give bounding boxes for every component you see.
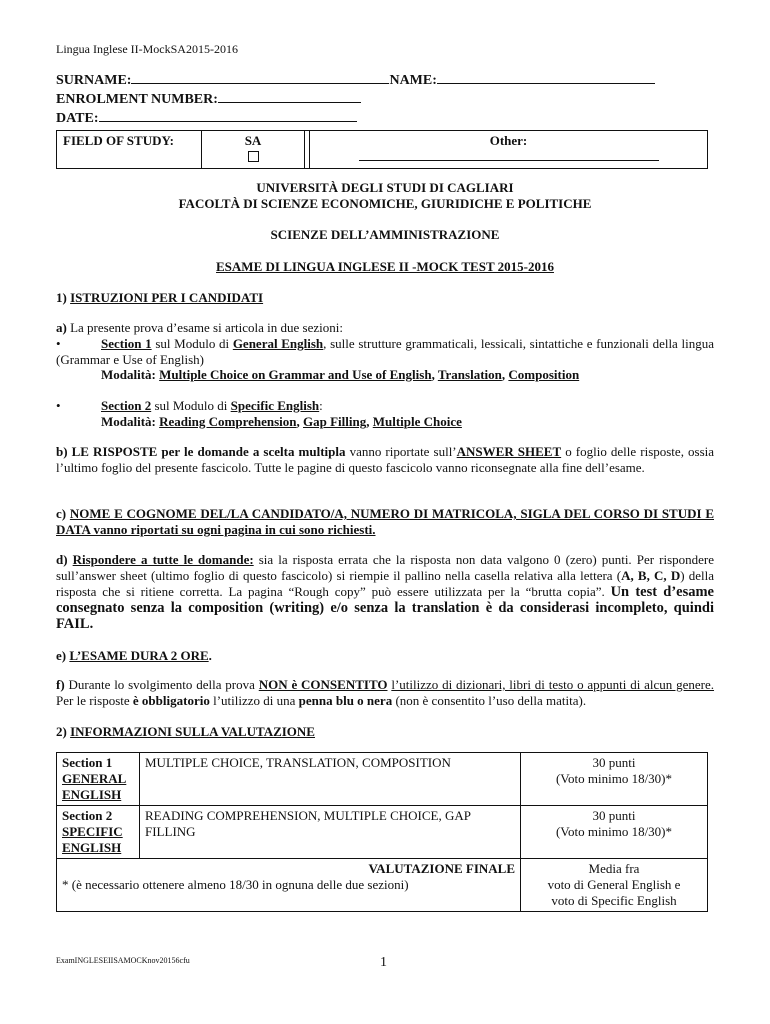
b1-modal-1: Multiple Choice on Grammar and Use of English <box>159 367 432 382</box>
b2-sec: Section 2 <box>101 398 152 413</box>
para-d <box>56 552 714 632</box>
b1-mid: sul Modulo di <box>155 336 230 351</box>
b-t1: vanno riportate sull’ <box>349 444 457 459</box>
final-result-cell <box>521 859 708 912</box>
final-cell <box>57 859 521 912</box>
section1-num: 1) <box>56 290 67 305</box>
name-label: NAME: <box>389 73 437 88</box>
surname-label: SURNAME: <box>56 73 132 88</box>
label-e: e) <box>56 648 67 663</box>
final-r2: voto di General English e <box>547 877 681 892</box>
e-dot: . <box>208 648 212 663</box>
e-text: L’ESAME DURA 2 ORE <box>69 648 209 663</box>
bullet-2: • <box>56 398 61 413</box>
f-t1: Durante lo svolgimento della prova <box>68 677 255 692</box>
row2-section <box>57 806 140 859</box>
enrolment-line[interactable] <box>218 89 361 103</box>
b2-modal-3: Multiple Choice <box>372 414 462 429</box>
d-head: Rispondere a tutte le domande: <box>72 552 254 567</box>
university-title: UNIVERSITÀ DEGLI STUDI DI CAGLIARI <box>256 180 514 195</box>
row1-points-cell <box>521 753 708 806</box>
other-cell <box>310 131 708 169</box>
row1-section <box>57 753 140 806</box>
para-a <box>56 320 714 336</box>
b-t2: o foglio delle risposte, ossia l’ultimo foglio del presente fascicolo. Tutte le pagine di questo fascicolo vanno riconsegnate alla fine dell’esame. <box>56 444 715 475</box>
page-number: 1 <box>380 955 387 970</box>
final-r3: voto di Specific English <box>551 893 677 908</box>
b2-modalita: Modalità: Reading Comprehension, Gap Filling, Multiple Choice <box>101 414 462 429</box>
b2-mid: sul Modulo di <box>154 398 228 413</box>
row2-points: 30 punti <box>592 808 636 823</box>
b1-mod: General English <box>232 336 324 351</box>
field-of-study-table <box>56 130 708 169</box>
row2-name2: ENGLISH <box>62 840 122 855</box>
surname-row <box>56 70 655 89</box>
row2-desc: READING COMPREHENSION, MULTIPLE CHOICE, GAP FILLING <box>140 806 521 859</box>
table-row <box>57 753 708 806</box>
row2-sec: Section 2 <box>62 808 113 823</box>
para-c <box>56 506 714 538</box>
para-f <box>56 677 714 709</box>
label-d: d) <box>56 552 68 567</box>
field-of-study-label: FIELD OF STUDY: <box>57 131 202 169</box>
f-t5: (non è consentito l’uso della matita). <box>395 693 587 708</box>
row1-name1: GENERAL <box>62 771 127 786</box>
d-t1: sia la risposta errata che la risposta non data valgono 0 (zero) punti. Per rispondere sull’answer sheet (ultimo foglio di questo fascicolo) si riempie il pallino nella casella relativa alla lettera ( <box>56 552 714 583</box>
degree-title: SCIENZE DELL’AMMINISTRAZIONE <box>270 227 500 242</box>
footer-code: ExamINGLESEIISAMOCKnov20156cfu <box>56 956 190 965</box>
b1-modal-label: Modalità: <box>101 367 156 382</box>
row2-points-cell <box>521 806 708 859</box>
b2-modal-2: Gap Filling <box>303 414 367 429</box>
f-t3: Per le risposte <box>56 693 130 708</box>
row1-name2: ENGLISH <box>62 787 122 802</box>
name-line[interactable] <box>437 70 655 84</box>
c-text: NOME E COGNOME DEL/LA CANDIDATO/A, NUMERO DI MATRICOLA, SIGLA DEL CORSO DI STUDI E DATA vanno riportati su ogni pagina in cui sono richiesti. <box>56 506 714 537</box>
f-obbl: è obbligatorio <box>132 693 210 708</box>
faculty-title: FACOLTÀ DI SCIENZE ECONOMICHE, GIURIDICHE E POLITICHE <box>178 196 592 211</box>
para-a-text: La presente prova d’esame si articola in due sezioni: <box>70 320 343 335</box>
table-row <box>57 806 708 859</box>
running-title: Lingua Inglese II-MockSA2015-2016 <box>56 42 238 56</box>
date-label: DATE: <box>56 111 99 126</box>
b-bold: LE RISPOSTE per le domande a scelta multipla <box>71 444 346 459</box>
f-pen: penna blu o nera <box>298 693 393 708</box>
bullet-1: • <box>56 336 61 351</box>
other-line[interactable] <box>359 152 659 161</box>
row1-desc: MULTIPLE CHOICE, TRANSLATION, COMPOSITION <box>140 753 521 806</box>
b2-modal-1: Reading Comprehension <box>159 414 297 429</box>
candidate-fields <box>56 70 655 127</box>
b2-mod: Specific English <box>230 398 320 413</box>
b1-modal-3: Composition <box>508 367 580 382</box>
final-note: * (è necessario ottenere almeno 18/30 in ognuna delle due sezioni) <box>62 877 409 892</box>
answer-sheet: ANSWER SHEET <box>456 444 562 459</box>
bullet-1-text <box>56 336 714 368</box>
b1-modal-2: Translation <box>437 367 502 382</box>
f-t2: l’utilizzo di dizionari, libri di testo o appunti di alcun genere. <box>391 677 715 692</box>
bullet-2-text <box>101 398 323 414</box>
exam-title-text: ESAME DI LINGUA INGLESE II -MOCK TEST 2015-2016 <box>216 259 554 274</box>
d-t2: ) della risposta che si ritiene corretta. La pagina “Rough copy” può essere utilizzata per la “brutta copia”. <box>56 568 714 599</box>
d-bold: Un test d’esame consegnato senza la composition (writing) e/o senza la translation è da considerasi incompleto, quindi FAIL. <box>56 584 714 632</box>
row2-min: (Voto minimo 18/30)* <box>555 824 673 839</box>
b1-modalita <box>101 367 579 383</box>
b2-modal-label: Modalità: <box>101 414 156 429</box>
final-label: VALUTAZIONE FINALE <box>368 861 515 876</box>
label-a: a) <box>56 320 67 335</box>
date-line[interactable] <box>99 108 357 122</box>
row1-points: 30 punti <box>592 755 636 770</box>
section2-num: 2) <box>56 724 67 739</box>
enrolment-label: ENROLMENT NUMBER: <box>56 92 218 107</box>
d-letters: A, B, C, D <box>621 568 681 583</box>
date-row <box>56 108 655 127</box>
f-t4: l’utilizzo di una <box>213 693 296 708</box>
f-not-allowed: NON è CONSENTITO <box>258 677 388 692</box>
valutazione-table <box>56 752 708 912</box>
section2-heading <box>56 724 315 740</box>
label-c: c) <box>56 506 67 521</box>
final-r1: Media fra <box>588 861 640 876</box>
b1-sec: Section 1 <box>101 336 152 351</box>
b1-sep-2: , <box>501 367 506 382</box>
para-b <box>56 444 714 476</box>
row1-sec: Section 1 <box>62 755 113 770</box>
b2-colon: : <box>319 398 323 413</box>
exam-title <box>0 259 770 275</box>
b1-sep: , <box>431 367 435 382</box>
row1-min: (Voto minimo 18/30)* <box>555 771 673 786</box>
label-b: b) <box>56 444 68 459</box>
row2-name1: SPECIFIC <box>62 824 123 839</box>
section2-title: INFORMAZIONI SULLA VALUTAZIONE <box>70 724 315 739</box>
sa-cell <box>202 131 305 169</box>
surname-line[interactable] <box>131 70 389 84</box>
section1-heading <box>56 290 263 306</box>
sa-checkbox[interactable] <box>248 151 259 162</box>
table-row <box>57 859 708 912</box>
label-f: f) <box>56 677 65 692</box>
section1-title: ISTRUZIONI PER I CANDIDATI <box>70 290 264 305</box>
enrolment-row <box>56 89 655 108</box>
sa-label: SA <box>244 133 262 148</box>
para-e <box>56 648 212 664</box>
b1-rest: , sulle strutture grammaticali, lessicali, sintattiche e funzionali della lingua (Grammar e Use of English) <box>56 336 714 367</box>
other-label: Other: <box>489 133 528 148</box>
